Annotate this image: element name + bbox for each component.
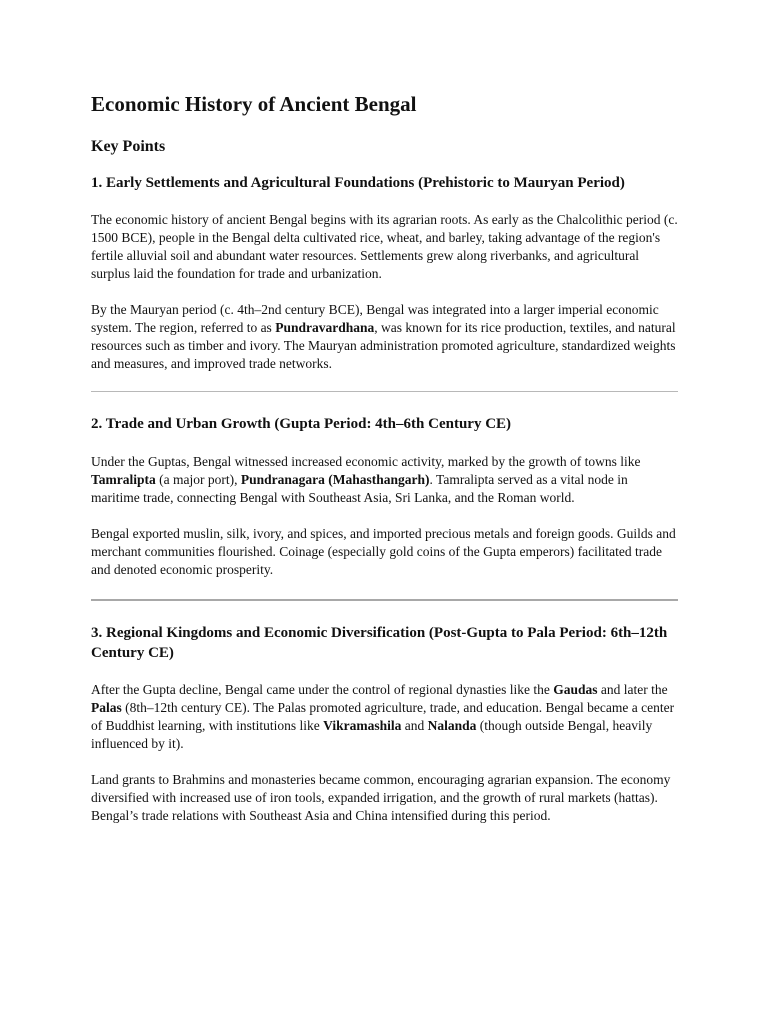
section-2-heading: 2. Trade and Urban Growth (Gupta Period: 4th–6th Century CE) xyxy=(91,416,512,433)
text-run: By the Mauryan period (c. 4th–2nd century BCE), Bengal was integrated into a larger imperial economic system. The region, referred to as xyxy=(91,302,659,336)
key-points-heading: Key Points xyxy=(91,138,166,156)
section-1-heading: 1. Early Settlements and Agricultural Foundations (Prehistoric to Mauryan Period) xyxy=(91,175,625,192)
section-3-heading: 3. Regional Kingdoms and Economic Diversification (Post-Gupta to Pala Period: 6th–12th Century CE) xyxy=(91,624,668,661)
text-run: After the Gupta decline, Bengal came under the control of regional dynasties like the xyxy=(91,682,554,698)
section-1-paragraph-2 xyxy=(91,301,678,373)
text-run: . Tamralipta served as a vital node in maritime trade, connecting Bengal with Southeast Asia, Sri Lanka, and the Roman world. xyxy=(91,471,628,505)
term-nalanda: Nalanda xyxy=(427,718,477,734)
term-pundravardhana: Pundravardhana xyxy=(275,320,375,336)
text-run: , was known for its rice production, textiles, and natural resources such as timber and ivory. The Mauryan administration promoted agriculture, standardized weights and measures, and improved trade networks. xyxy=(91,320,676,372)
text-run: (though outside Bengal, heavily influenced by it). xyxy=(91,718,653,752)
section-divider-2 xyxy=(91,599,678,601)
text-run: (a major port), xyxy=(155,471,241,487)
text-run: (8th–12th century CE). The Palas promoted agriculture, trade, and education. Bengal became a center of Buddhist learning, with institutions like xyxy=(91,700,675,734)
section-3-paragraph-2: Land grants to Brahmins and monasteries became common, encouraging agrarian expansion. The economy diversified with increased use of iron tools, expanded irrigation, and the growth of rural markets (hattas). Bengal’s trade relations with Southeast Asia and China intensified during this period. xyxy=(91,772,671,824)
term-palas: Palas xyxy=(91,700,122,716)
section-3-paragraph-1 xyxy=(91,681,678,753)
term-pundranagara: Pundranagara (Mahasthangarh) xyxy=(240,471,430,487)
text-run: Under the Guptas, Bengal witnessed increased economic activity, marked by the growth of towns like xyxy=(91,453,641,469)
section-1-paragraph-1: The economic history of ancient Bengal begins with its agrarian roots. As early as the Chalcolithic period (c. 1500 BCE), people in the Bengal delta cultivated rice, wheat, and barley, taking advantage of the region's fertile alluvial soil and abundant water resources. Settlements grew along riverbanks, and agricultural surplus laid the foundation for trade and urbanization. xyxy=(91,212,678,282)
term-gaudas: Gaudas xyxy=(553,682,598,698)
section-divider-1 xyxy=(91,391,678,392)
text-run: and xyxy=(401,718,428,734)
term-vikramashila: Vikramashila xyxy=(323,718,402,734)
text-run: and later the xyxy=(597,682,668,698)
section-2-paragraph-2: Bengal exported muslin, silk, ivory, and spices, and imported precious metals and foreign goods. Guilds and merchant communities flourished. Coinage (especially gold coins of the Gupta emperors) facilitated trade and denoted economic prosperity. xyxy=(91,525,676,577)
document-title: Economic History of Ancient Bengal xyxy=(91,92,417,116)
section-2-paragraph-1 xyxy=(91,453,678,507)
term-tamralipta: Tamralipta xyxy=(91,471,156,487)
